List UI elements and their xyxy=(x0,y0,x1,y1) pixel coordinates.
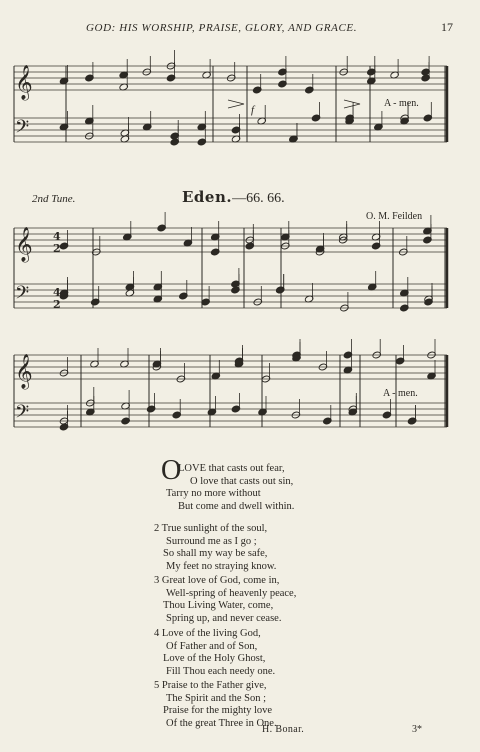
bass-clef-icon: 𝄢 xyxy=(15,117,30,142)
composer: O. M. Feilden xyxy=(366,211,423,222)
dynamic-forte: f xyxy=(251,104,255,116)
verse-2 xyxy=(154,523,276,573)
decrescendo-hairpin xyxy=(344,100,360,108)
verse-line: Praise for the mighty love xyxy=(163,705,273,716)
verse-line: 4 Love of the living God, xyxy=(154,628,261,639)
amen-label-bottom: A - men. xyxy=(383,388,418,399)
verse-line: Of Father and of Son, xyxy=(166,640,258,652)
verse-line: The Spirit and the Son ; xyxy=(166,692,267,704)
verse-line: Thou Living Water, come, xyxy=(163,600,274,611)
verse-line: Of the great Three in One. xyxy=(166,717,277,729)
verse-5 xyxy=(154,680,277,730)
hymn-author: H. Bonar. xyxy=(262,724,305,735)
verse-line: Surround me as I go ; xyxy=(166,535,257,547)
verse-3 xyxy=(154,575,296,625)
crescendo-hairpin xyxy=(228,100,244,108)
verse-line: O love that casts out sin, xyxy=(190,475,294,487)
verse-line: 2 True sunlight of the soul, xyxy=(154,523,268,534)
time-signature-top: 4 xyxy=(53,230,61,243)
tune-meter: —66. 66. xyxy=(232,191,285,206)
verse-line: Fill Thou each needy one. xyxy=(166,665,276,677)
verse-1-cont xyxy=(166,488,294,513)
treble-clef-icon: 𝄞 xyxy=(15,354,33,389)
time-signature-bottom: 2 xyxy=(53,298,61,311)
treble-clef-icon: 𝄞 xyxy=(15,65,33,100)
printer-signature: 3* xyxy=(412,724,422,735)
running-title: GOD: HIS WORSHIP, PRAISE, GLORY, AND GRACE. xyxy=(86,22,358,34)
drop-cap: O xyxy=(161,455,182,486)
verse-line: My feet no straying know. xyxy=(166,560,277,572)
tune-label: 2nd Tune. xyxy=(32,193,76,205)
verse-line: LOVE that casts out fear, xyxy=(178,463,285,474)
verse-line: But come and dwell within. xyxy=(178,500,295,512)
page-number: 17 xyxy=(441,20,453,34)
verse-line: So shall my way be safe, xyxy=(163,548,268,559)
verse-line: Well-spring of heavenly peace, xyxy=(166,587,297,599)
tune-name: Eden. xyxy=(182,188,233,206)
verse-line: 5 Praise to the Father give, xyxy=(154,680,267,691)
verse-1 xyxy=(178,463,293,488)
verse-4 xyxy=(154,628,275,678)
tune-title xyxy=(182,188,285,207)
time-signature-bottom: 2 xyxy=(53,242,61,255)
verse-line: Tarry no more without xyxy=(166,488,261,499)
verse-line: Spring up, and never cease. xyxy=(166,612,282,624)
bass-clef-icon: 𝄢 xyxy=(15,283,30,308)
amen-label-top: A - men. xyxy=(384,98,419,109)
bass-clef-icon: 𝄢 xyxy=(15,402,30,427)
time-signature-top: 4 xyxy=(53,286,61,299)
verse-line: 3 Great love of God, come in, xyxy=(154,575,280,586)
treble-clef-icon: 𝄞 xyxy=(15,227,33,262)
verse-line: Love of the Holy Ghost, xyxy=(163,653,266,664)
